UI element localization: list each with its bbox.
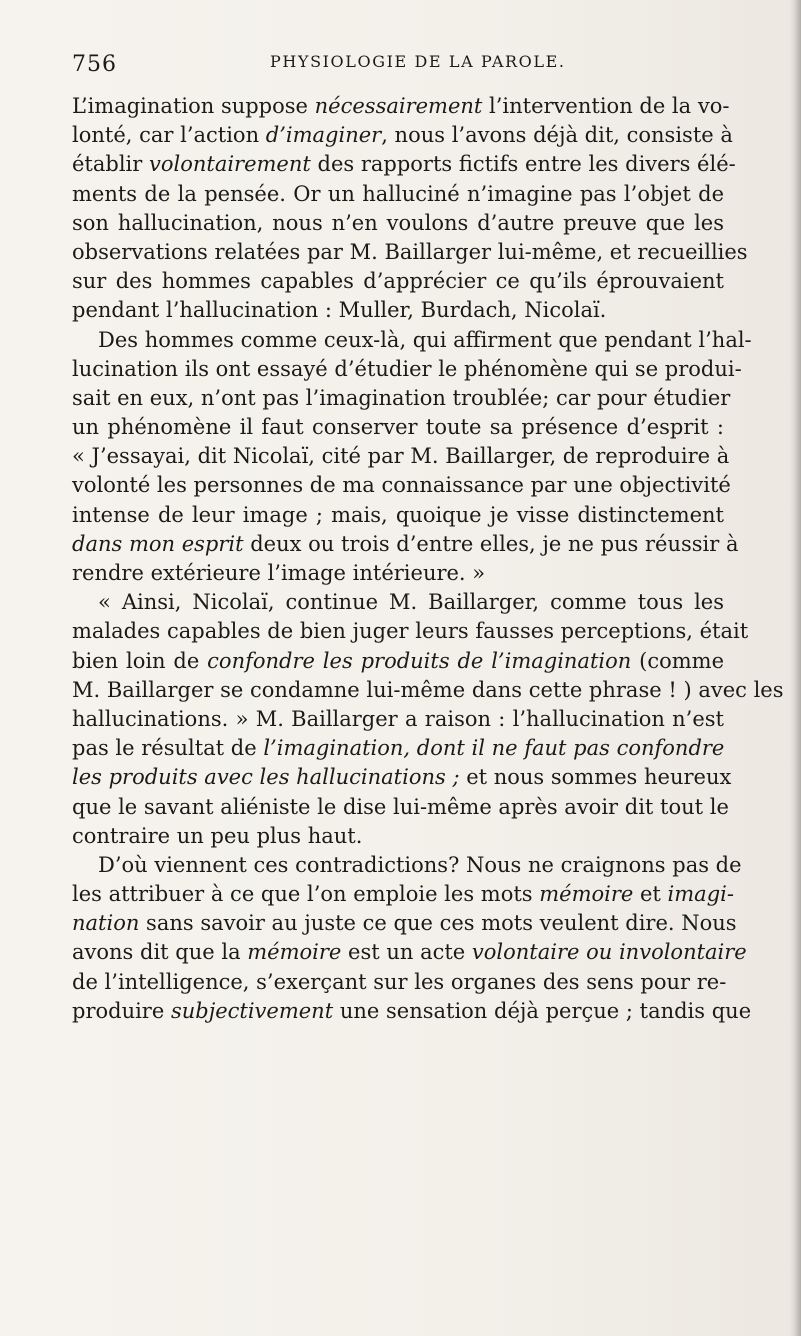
page-edge-shadow [789, 0, 801, 1336]
text-segment: observations relatées par M. Baillarger lui-même, et recueillies [72, 239, 748, 264]
text-segment: de l’intelligence, s’exerçant sur les organes des sens pour re- [72, 969, 727, 994]
italic-text: dans mon esprit [72, 531, 244, 556]
text-segment: « Ainsi, Nicolaï, continue M. Baillarger, comme tous les [98, 590, 724, 615]
text-line [72, 822, 724, 851]
text-segment: des rapports fictifs entre les divers élé- [310, 152, 736, 177]
text-line [72, 880, 734, 909]
text-line [72, 92, 730, 121]
text-segment: les attribuer à ce que l’on emploie les mots [72, 882, 540, 907]
text-segment: pendant l’hallucination : Muller, Burdach, Nicolaï. [72, 298, 607, 323]
text-line [72, 442, 730, 471]
text-segment: deux ou trois d’entre elles, je ne pus réussir à [243, 531, 739, 556]
italic-text: subjectivement [170, 998, 334, 1023]
text-line [72, 559, 724, 588]
text-line [72, 180, 724, 209]
text-line [72, 238, 748, 267]
italic-text: nation [72, 911, 140, 936]
text-segment: contraire un peu plus haut. [72, 823, 363, 848]
page-number: 756 [72, 52, 117, 77]
italic-text: mémoire [539, 882, 634, 907]
text-segment: que le savant aliéniste le dise lui-même après avoir dit tout le [72, 794, 729, 819]
body-text [72, 92, 784, 1026]
text-segment: bien loin de [72, 648, 208, 673]
text-segment: établir [72, 152, 149, 177]
italic-text: mémoire [247, 940, 342, 965]
text-line [72, 909, 737, 938]
text-line [72, 501, 724, 530]
italic-text: nécessairement [314, 94, 483, 118]
text-segment: et [633, 882, 668, 907]
text-segment: M. Baillarger se condamne lui-même dans cette phrase ! ) avec les [72, 677, 784, 702]
text-line [72, 471, 731, 500]
italic-text: confondre les produits de l’imagination [207, 648, 632, 673]
text-line [72, 997, 752, 1026]
text-segment: Des hommes comme ceux-là, qui affirment que pendant l’hal- [98, 327, 752, 352]
running-head [72, 48, 722, 78]
italic-text: volontaire ou involontaire [471, 940, 747, 965]
text-line [72, 150, 736, 179]
text-line [72, 296, 724, 325]
text-segment: rendre extérieure l’image intérieure. » [72, 561, 486, 585]
text-segment: ments de la pensée. Or un halluciné n’imagine pas l’objet de [72, 181, 724, 206]
text-segment: produire [72, 998, 171, 1023]
text-line [72, 588, 724, 617]
text-segment: sans savoir au juste ce que ces mots veulent dire. Nous [139, 911, 737, 936]
italic-text: les produits avec les hallucinations ; [72, 765, 460, 790]
text-segment: sur des hommes capables d’apprécier ce qu’ils éprouvaient [72, 269, 724, 294]
text-segment: son hallucination, nous n’en voulons d’autre preuve que les [72, 210, 724, 235]
text-segment: l’intervention de la vo- [482, 94, 730, 118]
text-segment: avons dit que la [72, 940, 248, 965]
italic-text: l’imagination, dont il ne faut pas confondre [263, 736, 725, 761]
italic-text: volontairement [148, 152, 311, 177]
text-segment: volonté les personnes de ma connaissance par une objectivité [72, 473, 731, 498]
text-line [72, 647, 724, 676]
text-segment: , nous l’avons déjà dit, consiste à [381, 123, 733, 148]
text-line [72, 968, 727, 997]
text-line [72, 267, 724, 296]
text-segment: D’où viennent ces contradictions? Nous ne craignons pas de [98, 852, 742, 877]
text-line [72, 705, 724, 734]
text-segment: lonté, car l’action [72, 123, 266, 148]
text-segment: hallucinations. » M. Baillarger a raison : l’hallucination n’est [72, 706, 724, 731]
text-segment: L’imagination suppose [72, 94, 315, 118]
text-line [72, 763, 732, 792]
text-line [72, 326, 752, 355]
text-segment: (comme [631, 648, 724, 673]
text-line [72, 793, 729, 822]
text-line [72, 355, 742, 384]
italic-text: imagi- [667, 882, 734, 907]
text-segment: malades capables de bien juger leurs fausses perceptions, était [72, 619, 749, 644]
text-line [72, 617, 749, 646]
text-segment: intense de leur image ; mais, quoique je visse distinctement [72, 502, 724, 527]
text-line [72, 676, 784, 705]
text-segment: une sensation déjà perçue ; tandis que [333, 998, 752, 1023]
text-line [72, 413, 724, 442]
text-line [72, 121, 733, 150]
text-segment: sait en eux, n’ont pas l’imagination troublée; car pour étudier [72, 385, 731, 410]
text-line [72, 938, 747, 967]
text-line [72, 734, 724, 763]
text-line [72, 384, 731, 413]
text-line [72, 851, 742, 880]
text-segment: pas le résultat de [72, 736, 264, 761]
text-segment: un phénomène il faut conserver toute sa présence d’esprit : [72, 415, 724, 440]
text-line [72, 209, 724, 238]
text-segment: et nous sommes heureux [459, 765, 732, 790]
running-title: PHYSIOLOGIE DE LA PAROLE. [270, 52, 566, 71]
text-segment: « J’essayai, dit Nicolaï, cité par M. Baillarger, de reproduire à [72, 444, 730, 469]
text-segment: lucination ils ont essayé d’étudier le phénomène qui se produi- [72, 356, 742, 381]
italic-text: d’imaginer [265, 123, 382, 148]
text-segment: est un acte [341, 940, 472, 965]
text-line [72, 530, 739, 559]
